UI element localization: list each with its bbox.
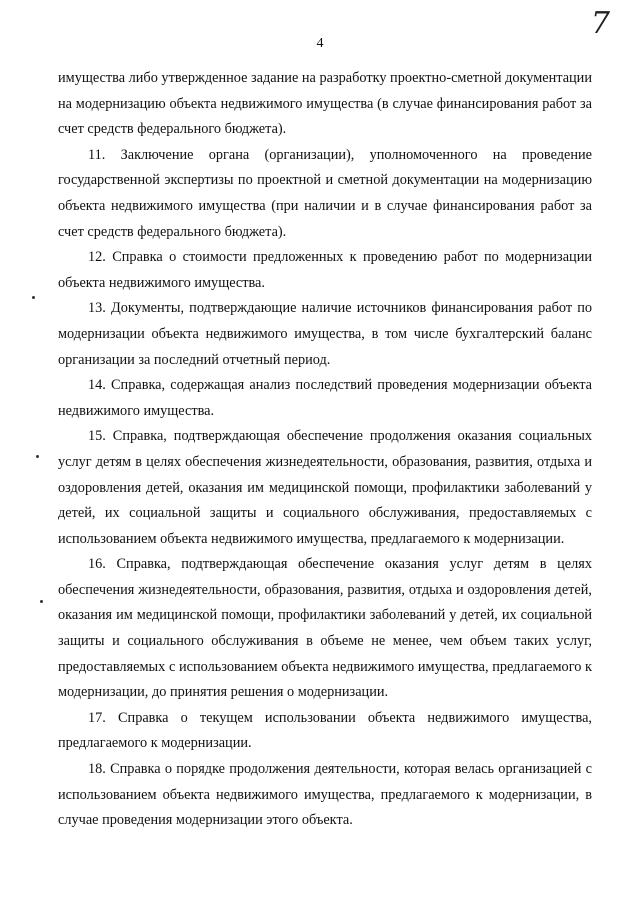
scan-speck (40, 600, 43, 603)
paragraph-item-18: 18. Справка о порядке продолжения деятельности, которая велась организацией с использованием объекта недвижимого имущества, предлагаемого к модернизации, в случае проведения модернизации этого объекта. (58, 761, 592, 829)
paragraph-item-16: 16. Справка, подтверждающая обеспечение оказания услуг детям в целях обеспечения жизнедеятельности, образования, развития, отдыха и оздоровления детей, оказания им медицинской помощи, профилактики заболеваний у детей, их социальной защиты и социального обслуживания в объеме не менее, чем объем таких услуг, предоставляемых с использованием объекта недвижимого имущества, предлагаемого к модернизации, до принятия решения о модернизации. (58, 556, 592, 701)
paragraph-item-13: 13. Документы, подтверждающие наличие источников финансирования работ по модернизации объекта недвижимого имущества, в том числе бухгалтерский баланс организации за последний отчетный период. (58, 300, 592, 368)
paragraph-item-14: 14. Справка, содержащая анализ последствий проведения модернизации объекта недвижимого имущества. (58, 377, 592, 419)
paragraph-item-17: 17. Справка о текущем использовании объекта недвижимого имущества, предлагаемого к модернизации. (58, 709, 592, 752)
paragraph-item-12: 12. Справка о стоимости предложенных к проведению работ по модернизации объекта недвижимого имущества. (58, 249, 592, 291)
paragraph-item-11: 11. Заключение органа (организации), уполномоченного на проведение государственной экспертизы по проектной и сметной документации на модернизацию объекта недвижимого имущества (при наличии и в случае финансирования работ за счет средств федерального бюджета). (58, 146, 592, 240)
page-number: 4 (316, 36, 324, 51)
paragraph-item-15: 15. Справка, подтверждающая обеспечение продолжения оказания социальных услуг детям в целях обеспечения жизнедеятельности, образования, развития, отдыха и оздоровления детей, оказания им медицинской помощи, профилактики заболеваний у детей, их социальной защиты и социального обслуживания, предоставляемых с использованием объекта недвижимого имущества, предлагаемого к модернизации. (58, 428, 592, 547)
scan-speck (36, 455, 39, 458)
paragraph-continuation: имущества либо утвержденное задание на разработку проектно-сметной документации на модернизацию объекта недвижимого имущества (в случае финансирования работ за счет средств федерального бюджета). (58, 70, 592, 138)
document-body (58, 66, 592, 834)
scan-speck (32, 296, 35, 299)
handwritten-page-mark: 7 (590, 6, 610, 41)
